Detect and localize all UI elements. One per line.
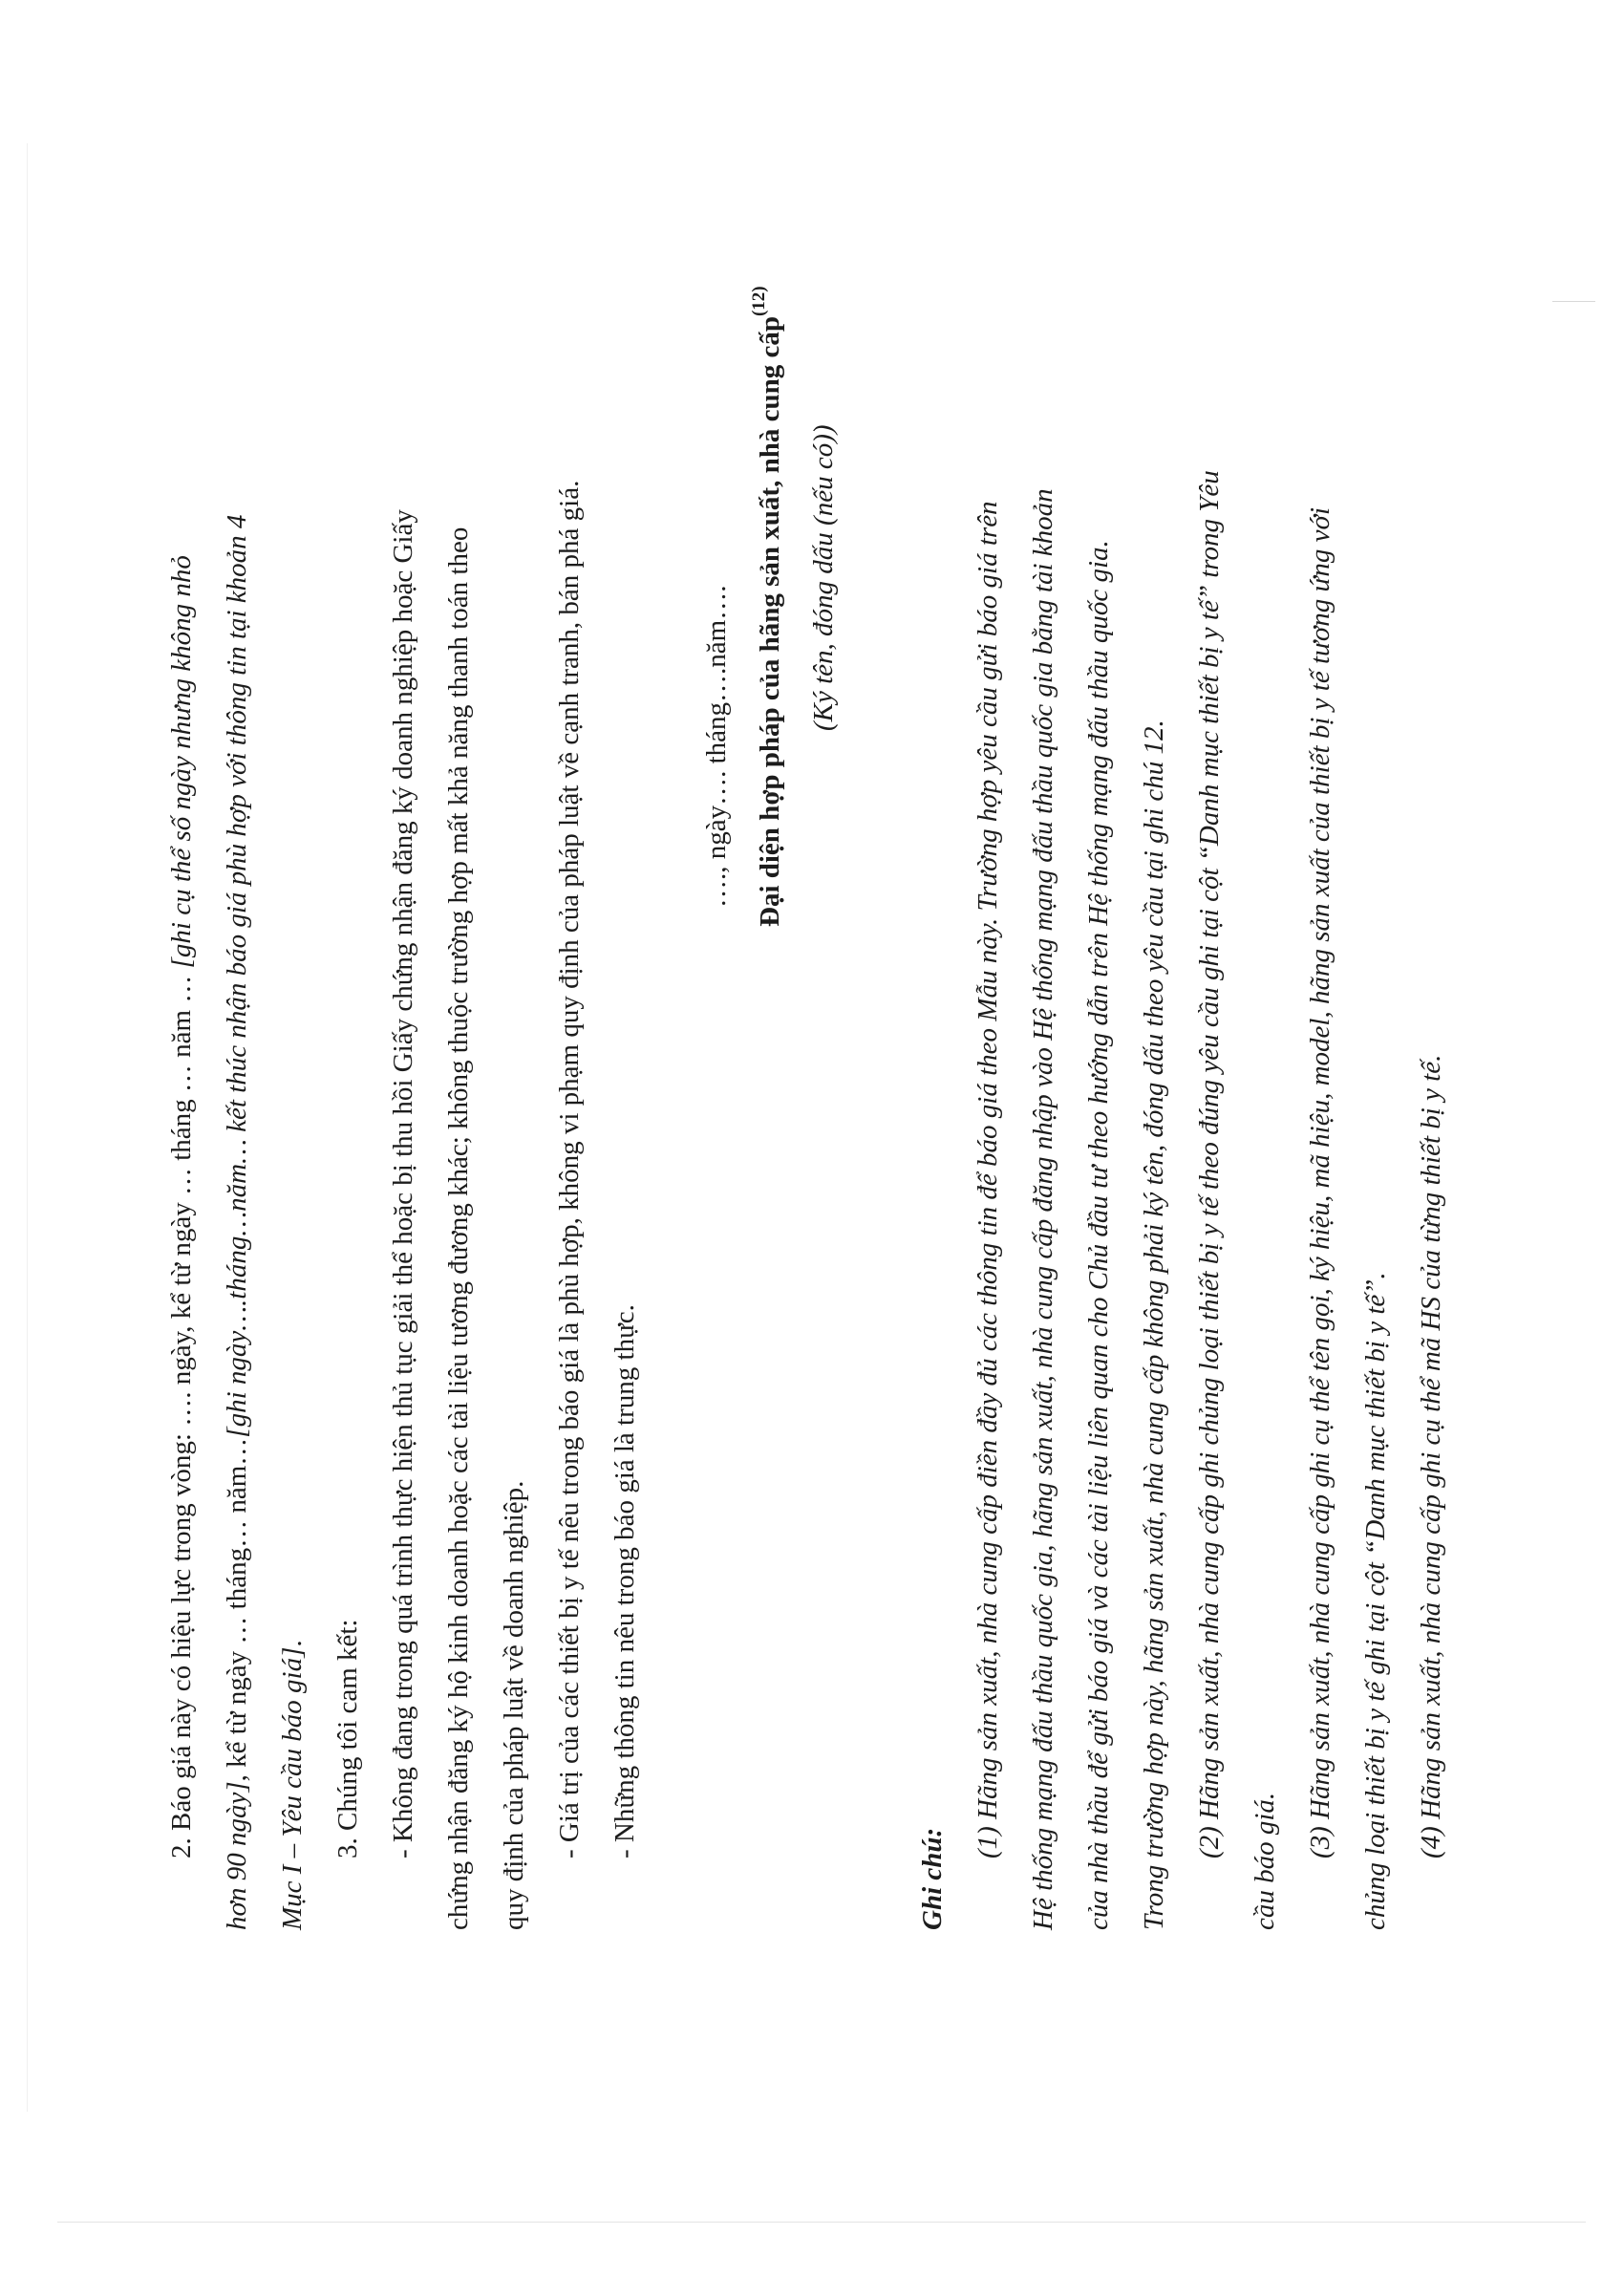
- validity-italic-days: hơn 90 ngày]: [222, 1781, 252, 1930]
- signature-title-text: Đại diện hợp pháp của hãng sản xuất, nhà cung cấp: [755, 316, 785, 927]
- notes-heading: Ghi chú:: [917, 1827, 948, 1930]
- validity-italic-ref: Mục I – Yêu cầu báo giá]: [277, 1646, 308, 1930]
- note-2-line-2: cầu báo giá.: [1250, 1792, 1280, 1930]
- signature-title: [741, 286, 800, 927]
- note-1-line-4: Trong trường hợp này, hãng sản xuất, nhà cung cấp không phải ký tên, đóng dấu theo yêu cầu tại ghi chú 12.: [1139, 720, 1169, 1930]
- note-3-line-1: (3) Hãng sản xuất, nhà cung cấp ghi cụ thể tên gọi, ký hiệu, mã hiệu, model, hãng sản xuất của thiết bị y tế tương ứng với: [1305, 506, 1336, 1858]
- rotated-page: [153, 167, 1509, 1930]
- note-1-line-3: của nhà thầu để gửi báo giá và các tài liệu liên quan cho Chủ đầu tư theo hướng dẫn trên Hệ thống mạng đấu thầu quốc gia.: [1083, 540, 1114, 1930]
- validity-text: 2. Báo giá này có hiệu lực trong vòng: …. ngày, kể từ ngày … tháng … năm …: [166, 968, 197, 1858]
- validity-period: .: [277, 1640, 308, 1647]
- commitment-item-3: - Những thông tin nêu trong báo giá là trung thực.: [609, 1304, 640, 1858]
- scan-mark: [1552, 301, 1595, 302]
- validity-line-2: [208, 515, 267, 1930]
- note-3-line-2: chủng loại thiết bị y tế ghi tại cột “Danh mục thiết bị y tế”.: [1360, 1272, 1391, 1930]
- signature-title-footnote: (12): [749, 286, 770, 317]
- commitment-heading: 3. Chúng tôi cam kết:: [332, 1619, 363, 1858]
- validity-line-3: [264, 1640, 322, 1930]
- validity-italic-note: [ghi cụ thể số ngày nhưng không nhỏ: [166, 555, 197, 969]
- commitment-item-1-line-3: quy định của pháp luật về doanh nghiệp.: [499, 1480, 529, 1930]
- scan-edge-bottom: [57, 2222, 1586, 2223]
- validity-italic-end: [ghi ngày….tháng…năm… kết thúc nhận báo giá phù hợp với thông tin tại khoản 4: [222, 514, 252, 1438]
- commitment-item-2: - Giá trị của các thiết bị y tế nêu trong báo giá là phù hợp, không vi phạm quy định của pháp luật về cạnh tranh, bán phá giá.: [554, 480, 585, 1858]
- commitment-item-1-line-2: chứng nhận đăng ký hộ kinh doanh hoặc các tài liệu tương đương khác; không thuộc trường hợp mất khả năng thanh toán theo: [443, 526, 474, 1930]
- commitment-item-1-line-1: - Không đang trong quá trình thực hiện thủ tục giải thể hoặc bị thu hồi Giấy chứng nhận đăng ký doanh nghiệp hoặc Giấy: [388, 509, 418, 1858]
- validity-date-text: , kể từ ngày … tháng… năm…: [222, 1437, 252, 1782]
- note-2-line-1: (2) Hãng sản xuất, nhà cung cấp ghi chủng loại thiết bị y tế theo đúng yêu cầu ghi tại cột “Danh mục thiết bị y tế” trong Yêu: [1194, 470, 1225, 1858]
- scan-edge-left: [27, 143, 28, 2112]
- validity-line-1: [153, 555, 211, 1858]
- signature-subtitle: (Ký tên, đóng dấu (nếu có)): [808, 424, 839, 731]
- note-1-line-2: Hệ thống mạng đấu thầu quốc gia, hãng sản xuất, nhà cung cấp đăng nhập vào Hệ thống mạng đấu thầu quốc gia bằng tài khoản: [1028, 488, 1058, 1930]
- signature-date-line: …., ngày…. tháng….năm….: [701, 585, 732, 908]
- note-4: (4) Hãng sản xuất, nhà cung cấp ghi cụ thể mã HS của từng thiết bị y tế.: [1416, 1054, 1446, 1858]
- note-1-line-1: (1) Hãng sản xuất, nhà cung cấp điền đầy đủ các thông tin để báo giá theo Mẫu này. Trường hợp yêu cầu gửi báo giá trên: [972, 501, 1003, 1858]
